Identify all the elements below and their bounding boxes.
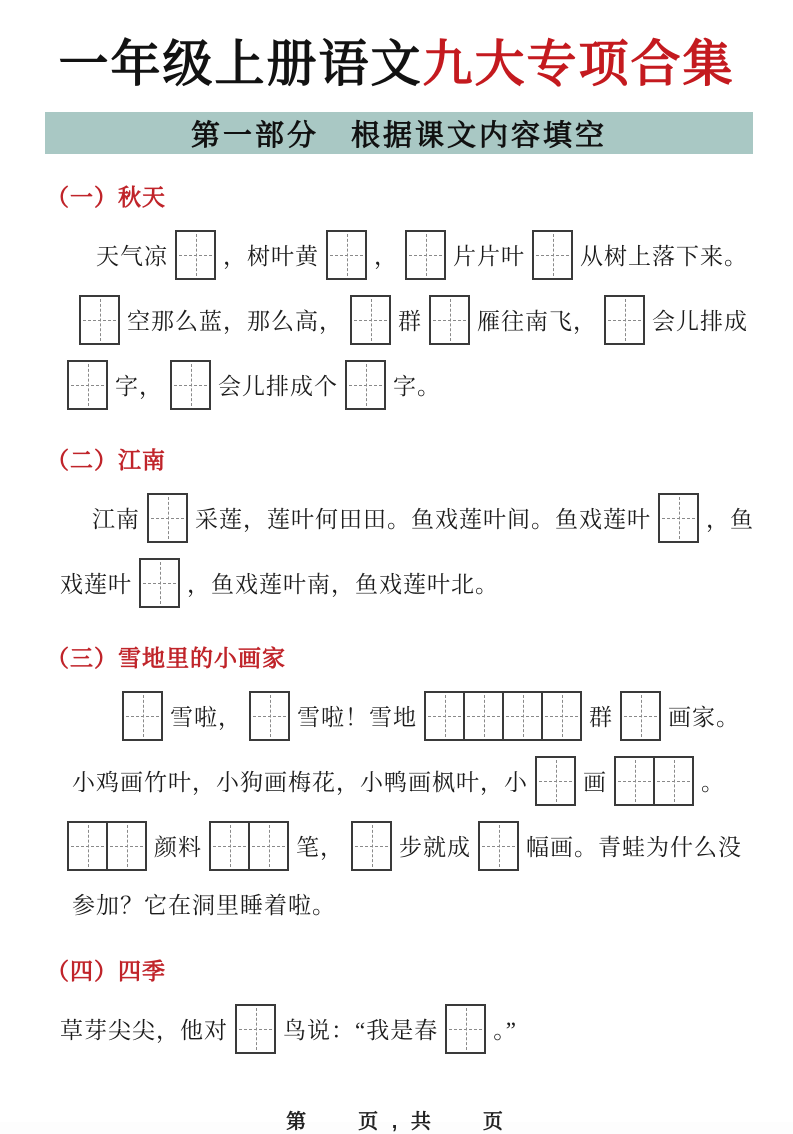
tian-grid-box	[658, 493, 699, 543]
tian-grid-group	[209, 821, 289, 871]
tian-grid-group	[67, 821, 147, 871]
line-text: ，鱼	[706, 507, 754, 532]
tian-cell	[235, 1004, 276, 1054]
tian-grid-box	[620, 691, 661, 741]
tian-grid-box	[139, 558, 180, 608]
tian-cell	[249, 691, 290, 741]
tian-cell	[350, 295, 391, 345]
tian-grid-group	[614, 756, 694, 806]
tian-cell	[620, 691, 661, 741]
tian-cell	[653, 756, 694, 806]
tian-cell	[67, 360, 108, 410]
page-title-black: 一年级上册语文	[58, 36, 423, 92]
line-text: 群	[398, 309, 422, 334]
worksheet-section	[46, 442, 754, 615]
tian-grid-box	[326, 230, 367, 280]
section-heading: （一）秋天	[46, 185, 166, 210]
line-text: 雪啦，	[170, 705, 242, 730]
tian-cell	[502, 691, 543, 741]
tian-cell	[209, 821, 250, 871]
tian-grid-box	[249, 691, 290, 741]
fill-line	[60, 352, 749, 417]
tian-cell	[345, 360, 386, 410]
fill-line	[60, 683, 749, 748]
fill-line	[60, 485, 754, 550]
tian-grid-box	[535, 756, 576, 806]
line-text: 步就成	[399, 835, 471, 860]
line-text: 。	[701, 770, 725, 795]
tian-cell	[79, 295, 120, 345]
tian-cell	[106, 821, 147, 871]
fill-line	[60, 222, 749, 287]
line-text: 画	[583, 770, 607, 795]
tian-cell	[478, 821, 519, 871]
line-text: 片片叶	[453, 244, 525, 269]
tian-grid-box	[350, 295, 391, 345]
fill-line	[60, 996, 749, 1061]
tian-grid-box	[175, 230, 216, 280]
tian-cell	[535, 756, 576, 806]
tian-cell	[122, 691, 163, 741]
tian-cell	[658, 493, 699, 543]
line-text: ，鱼戏莲叶南，鱼戏莲叶北。	[187, 572, 499, 597]
section-band	[45, 112, 753, 154]
page-title	[0, 0, 793, 96]
tian-cell	[147, 493, 188, 543]
tian-grid-group	[424, 691, 582, 741]
page-title-red: 九大专项合集	[422, 36, 735, 92]
section-heading: （二）江南	[46, 448, 166, 473]
tian-cell	[445, 1004, 486, 1054]
line-text: 江南	[92, 507, 140, 532]
line-text: 会儿排成个	[218, 374, 338, 399]
section-heading: （三）雪地里的小画家	[46, 646, 286, 671]
tian-grid-box	[170, 360, 211, 410]
tian-grid-box	[405, 230, 446, 280]
tian-cell	[463, 691, 504, 741]
page-footer: 第 页 , 共 页	[286, 1111, 507, 1133]
line-text: 幅画。青蛙为什么没	[526, 835, 742, 860]
line-text: ，树叶黄	[223, 244, 319, 269]
tian-cell	[139, 558, 180, 608]
line-text: 字，	[115, 374, 163, 399]
line-text: 戏莲叶	[60, 572, 132, 597]
tian-cell	[170, 360, 211, 410]
line-text: ，	[374, 244, 398, 269]
line-text: 颜料	[154, 835, 202, 860]
tian-grid-box	[122, 691, 163, 741]
line-text: 鸟说：“我是春	[283, 1018, 439, 1043]
tian-cell	[67, 821, 108, 871]
tian-grid-box	[429, 295, 470, 345]
line-text: 画家。	[668, 705, 740, 730]
tian-grid-box	[604, 295, 645, 345]
line-text: 天气凉	[96, 244, 168, 269]
tian-grid-box	[67, 360, 108, 410]
fill-line	[60, 748, 749, 813]
tian-cell	[424, 691, 465, 741]
line-text: 笔，	[296, 835, 344, 860]
tian-cell	[429, 295, 470, 345]
tian-cell	[175, 230, 216, 280]
line-text: 字。	[393, 374, 441, 399]
worksheet-section	[46, 179, 749, 417]
line-text: 采莲，莲叶何田田。鱼戏莲叶间。鱼戏莲叶	[195, 507, 651, 532]
worksheet-section	[46, 640, 749, 928]
tian-grid-box	[147, 493, 188, 543]
tian-cell	[604, 295, 645, 345]
tian-grid-box	[478, 821, 519, 871]
tian-cell	[614, 756, 655, 806]
tian-cell	[405, 230, 446, 280]
line-text: 草芽尖尖，他对	[60, 1018, 228, 1043]
line-text: 参加？它在洞里睡着啦。	[72, 892, 336, 918]
tian-grid-box	[235, 1004, 276, 1054]
fill-line	[60, 878, 749, 928]
line-text: 雁往南飞，	[477, 309, 597, 334]
line-text: 空那么蓝，那么高，	[127, 309, 343, 334]
tian-grid-box	[532, 230, 573, 280]
tian-cell	[532, 230, 573, 280]
fill-line	[60, 287, 749, 352]
fill-line	[60, 550, 749, 615]
tian-grid-box	[351, 821, 392, 871]
tian-cell	[351, 821, 392, 871]
line-text: 小鸡画竹叶，小狗画梅花，小鸭画枫叶，小	[72, 770, 528, 795]
line-text: 从树上落下来。	[580, 244, 748, 269]
tian-grid-box	[345, 360, 386, 410]
tian-cell	[541, 691, 582, 741]
line-text: 会儿排成	[652, 309, 748, 334]
section-heading: （四）四季	[46, 959, 166, 984]
line-text: 雪啦！雪地	[297, 705, 417, 730]
sections	[46, 179, 754, 1061]
tian-grid-box	[445, 1004, 486, 1054]
line-text: 群	[589, 705, 613, 730]
worksheet-section	[46, 953, 749, 1061]
tian-cell	[248, 821, 289, 871]
tian-grid-box	[79, 295, 120, 345]
section-band-label: 第一部分 根据课文内容填空	[190, 119, 607, 152]
tian-cell	[326, 230, 367, 280]
line-text: 。”	[493, 1018, 517, 1043]
fill-line	[60, 813, 749, 878]
